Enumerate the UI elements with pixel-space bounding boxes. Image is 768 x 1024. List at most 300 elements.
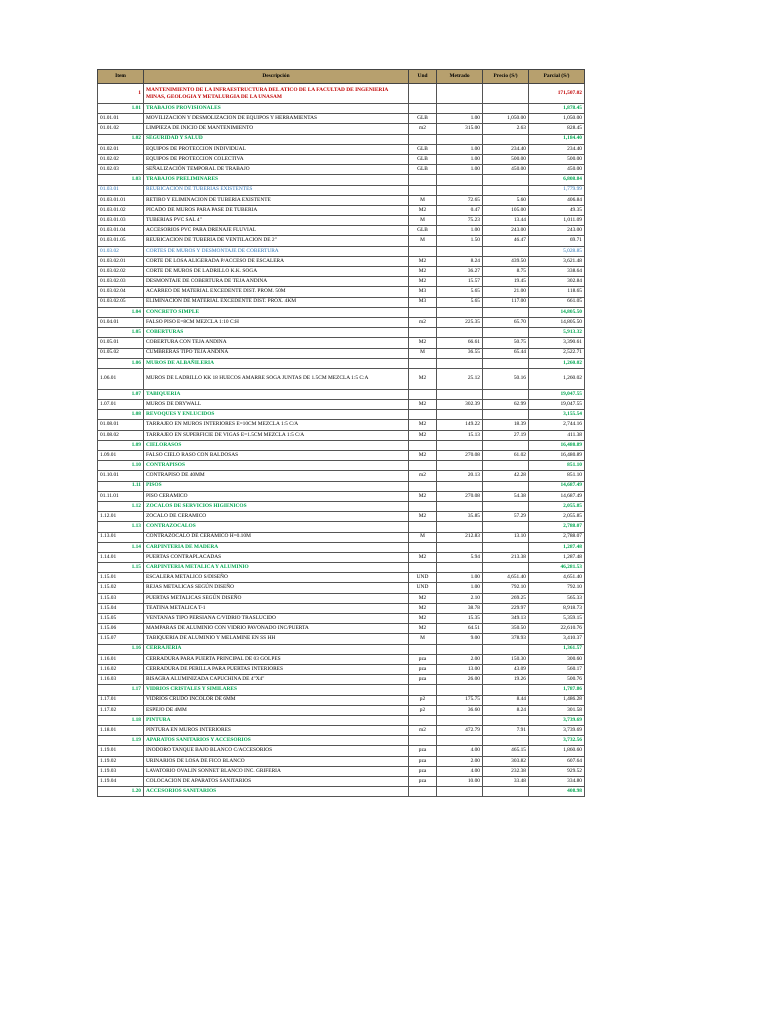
cell-item: 1.12 <box>98 501 144 511</box>
cell-description: PUERTAS CONTRAPLACADAS <box>144 552 409 562</box>
cell-price <box>483 175 529 185</box>
cell-metrado: 8.24 <box>437 256 483 266</box>
cell-partial: 14,687.49 <box>529 481 585 491</box>
cell-price: 50.75 <box>483 338 529 348</box>
table-row <box>98 154 585 164</box>
header-row <box>98 70 585 84</box>
cell-description: MAMPARAS DE ALUMINIO CON VIDRIO PAVONADO INC/PUERTA <box>144 624 409 634</box>
cell-unit: M2 <box>409 420 437 430</box>
cell-metrado <box>437 185 483 195</box>
cell-price: 13.10 <box>483 532 529 542</box>
table-row <box>98 766 585 776</box>
cell-item: 1.03 <box>98 175 144 185</box>
cell-item: 01.01.02 <box>98 124 144 134</box>
cell-unit: M2 <box>409 552 437 562</box>
cell-item: 01.03.02.02 <box>98 267 144 277</box>
cell-unit: M <box>409 236 437 246</box>
cell-item: 1.19.01 <box>98 746 144 756</box>
cell-item: 01.03.02.03 <box>98 277 144 287</box>
cell-description: PINTURA EN MUROS INTERIORES <box>144 726 409 736</box>
cell-metrado <box>437 644 483 654</box>
cell-metrado: 36.27 <box>437 267 483 277</box>
table-row <box>98 267 585 277</box>
cell-description: MUROS DE LADRILLO KK 18 HUECOS AMARRE SOGA JUNTAS DE 1.5CM MEZCLA 1:5 C:A <box>144 368 409 389</box>
cell-partial: 565.33 <box>529 593 585 603</box>
cell-partial: 302.84 <box>529 277 585 287</box>
cell-item: 1.18.01 <box>98 726 144 736</box>
table-row <box>98 368 585 389</box>
cell-partial: 3,739.69 <box>529 715 585 725</box>
cell-price: 150.30 <box>483 654 529 664</box>
cell-price <box>483 307 529 317</box>
cell-unit: M <box>409 348 437 358</box>
cell-description: APARATOS SANITARIOS Y ACCESORIOS <box>144 736 409 746</box>
section-row <box>98 685 585 695</box>
cell-price <box>483 736 529 746</box>
cell-unit: m2 <box>409 726 437 736</box>
cell-description: FALSO PISO E=8CM MEZCLA 1:10 C:H <box>144 317 409 327</box>
cell-item: 1.20 <box>98 787 144 797</box>
cell-metrado: 270.08 <box>437 491 483 501</box>
cell-unit <box>409 358 437 368</box>
cell-metrado: 1.00 <box>437 154 483 164</box>
cell-partial: 661.05 <box>529 297 585 307</box>
cell-description: PINTURA <box>144 715 409 725</box>
cell-metrado: 5.65 <box>437 287 483 297</box>
cell-item: 1.15.07 <box>98 634 144 644</box>
cell-unit <box>409 185 437 195</box>
cell-unit <box>409 522 437 532</box>
cell-unit <box>409 104 437 114</box>
table-row <box>98 205 585 215</box>
cell-unit: M3 <box>409 287 437 297</box>
cell-item: 01.10.01 <box>98 471 144 481</box>
cell-price: 349.13 <box>483 614 529 624</box>
section-row <box>98 440 585 450</box>
cell-metrado: 1.00 <box>437 114 483 124</box>
cell-item: 01.03.02.04 <box>98 287 144 297</box>
cell-price <box>483 542 529 552</box>
section-row <box>98 175 585 185</box>
cell-item: 1.09.01 <box>98 451 144 461</box>
cell-metrado: 1.00 <box>437 144 483 154</box>
cell-price: 7.91 <box>483 726 529 736</box>
cell-price <box>483 246 529 256</box>
cell-description: ACCESORIOS SANITARIOS <box>144 787 409 797</box>
cell-partial: 14,687.49 <box>529 491 585 501</box>
cell-description: TARRAJEO EN MUROS INTERIORES E=10CM MEZCLA 1:5 C/A <box>144 420 409 430</box>
cell-description: CONTRAPISOS <box>144 461 409 471</box>
cell-unit: m2 <box>409 317 437 327</box>
cell-metrado: 75.23 <box>437 216 483 226</box>
cell-price <box>483 440 529 450</box>
cell-partial: 2,788.07 <box>529 522 585 532</box>
cell-price <box>483 644 529 654</box>
cell-partial: 301.58 <box>529 705 585 715</box>
cell-description: FALSO CIELO RASO CON BALDOSAS <box>144 451 409 461</box>
cell-unit <box>409 542 437 552</box>
cell-partial: 607.64 <box>529 756 585 766</box>
cell-price <box>483 104 529 114</box>
cell-price: 8.44 <box>483 695 529 705</box>
cell-partial: 16,480.89 <box>529 440 585 450</box>
cell-description: LIMPIEZA DE INICIO DE MANTENIMIENTO <box>144 124 409 134</box>
subsection-row <box>98 185 585 195</box>
cell-partial: 1,361.57 <box>529 644 585 654</box>
cell-partial: 406.84 <box>529 195 585 205</box>
cell-item: 1.15 <box>98 563 144 573</box>
cell-partial: 1,860.60 <box>529 746 585 756</box>
cell-partial: 2,055.85 <box>529 501 585 511</box>
cell-description: COBERTURA CON TEJA ANDINA <box>144 338 409 348</box>
cell-partial: 851.10 <box>529 471 585 481</box>
cell-partial: 450.00 <box>529 165 585 175</box>
table-row <box>98 348 585 358</box>
cell-item: 1.13.01 <box>98 532 144 542</box>
header-partial: Parcial (S/) <box>529 70 585 84</box>
cell-price: 57.29 <box>483 512 529 522</box>
table-row <box>98 573 585 583</box>
cell-description: CERRAJERIA <box>144 644 409 654</box>
cell-price: 54.38 <box>483 491 529 501</box>
table-row <box>98 195 585 205</box>
cell-unit: M2 <box>409 491 437 501</box>
cell-unit <box>409 307 437 317</box>
cell-item: 01.03.02.05 <box>98 297 144 307</box>
section-row <box>98 410 585 420</box>
cell-price <box>483 410 529 420</box>
cell-description: ACARREO DE MATERIAL EXCEDENTE DIST. PROM. 50M <box>144 287 409 297</box>
header-metrado: Metrado <box>437 70 483 84</box>
cell-unit <box>409 175 437 185</box>
cell-description: CUMBRERAS TIPO TEJA ANDINA <box>144 348 409 358</box>
cell-description: TABIQUERIA DE ALUMINIO Y MELAMINE EN SS HH <box>144 634 409 644</box>
cell-partial: 19,047.55 <box>529 389 585 399</box>
cell-metrado: 25.12 <box>437 368 483 389</box>
cell-metrado: 13.00 <box>437 664 483 674</box>
cell-unit: p2 <box>409 705 437 715</box>
cell-price <box>483 522 529 532</box>
table-row <box>98 634 585 644</box>
cell-item: 1.05 <box>98 328 144 338</box>
cell-item: 1.13 <box>98 522 144 532</box>
cell-item: 1.19.02 <box>98 756 144 766</box>
cell-item: 1.06 <box>98 358 144 368</box>
cell-item: 1.16.01 <box>98 654 144 664</box>
cell-description: TUBERIAS PVC SAL 4" <box>144 216 409 226</box>
section-row <box>98 542 585 552</box>
cell-partial: 1,050.00 <box>529 114 585 124</box>
cell-metrado <box>437 542 483 552</box>
cell-description: URINARIOS DE LOSA DE FICO BLANCO <box>144 756 409 766</box>
cell-metrado <box>437 307 483 317</box>
table-row <box>98 593 585 603</box>
cell-description: PISOS <box>144 481 409 491</box>
cell-price: 62.99 <box>483 400 529 410</box>
cell-partial: 3,739.69 <box>529 726 585 736</box>
cell-description: CARPINTERIA METALICA Y ALUMINIO <box>144 563 409 573</box>
cell-description: DESMONTAJE DE COBERTURA DE TEJA ANDINA <box>144 277 409 287</box>
cell-unit <box>409 328 437 338</box>
cell-metrado: 20.13 <box>437 471 483 481</box>
cell-metrado: 35.85 <box>437 512 483 522</box>
cell-unit: pza <box>409 675 437 685</box>
cell-price <box>483 787 529 797</box>
cell-description: TARRAJEO EN SUPERFICIE DE VIGAS E=1.5CM MEZCLA 1:5 C/A <box>144 430 409 440</box>
cell-unit: pza <box>409 664 437 674</box>
table-row <box>98 287 585 297</box>
cell-unit: M <box>409 532 437 542</box>
cell-metrado: 5.65 <box>437 297 483 307</box>
cell-description: REUBICACION DE TUBERIA DE VENTILACION DE 2" <box>144 236 409 246</box>
cell-metrado <box>437 461 483 471</box>
cell-description: VENTANAS TIPO PERSIANA C/VIDRIO TRASLUCIDO <box>144 614 409 624</box>
cell-metrado: 0.47 <box>437 205 483 215</box>
cell-unit <box>409 644 437 654</box>
cell-unit: M2 <box>409 512 437 522</box>
cell-description: MUROS DE ALBAÑILERIA <box>144 358 409 368</box>
cell-item: 1.17.02 <box>98 705 144 715</box>
cell-description: INODORO TANQUE BAJO BLANCO C/ACCESORIOS <box>144 746 409 756</box>
cell-unit <box>409 501 437 511</box>
cell-partial: 334.80 <box>529 777 585 787</box>
cell-item: 1.04 <box>98 307 144 317</box>
table-row <box>98 256 585 266</box>
cell-description: CONTRAZOCALOS <box>144 522 409 532</box>
header-description: Descripción <box>144 70 409 84</box>
cell-unit: M2 <box>409 603 437 613</box>
table-row <box>98 124 585 134</box>
table-row <box>98 614 585 624</box>
cell-unit: M2 <box>409 205 437 215</box>
cell-price: 117.00 <box>483 297 529 307</box>
cell-price: 105.00 <box>483 205 529 215</box>
cell-item: 01.03.01.01 <box>98 195 144 205</box>
cell-partial: 243.00 <box>529 226 585 236</box>
cell-partial: 300.60 <box>529 654 585 664</box>
table-row <box>98 756 585 766</box>
section-row <box>98 461 585 471</box>
cell-unit <box>409 685 437 695</box>
cell-price: 61.02 <box>483 451 529 461</box>
cell-partial: 1,878.45 <box>529 104 585 114</box>
cell-metrado <box>437 84 483 104</box>
cell-item: 1.15.02 <box>98 583 144 593</box>
cell-metrado: 15.13 <box>437 430 483 440</box>
cell-description: REJAS METALICAS SEGÚN DISEÑO <box>144 583 409 593</box>
cell-price <box>483 481 529 491</box>
cell-description: ESPEJO DE 4MM <box>144 705 409 715</box>
cell-metrado: 64.51 <box>437 624 483 634</box>
cell-description: EQUIPOS DE PROTECCION INDIVIDUAL <box>144 144 409 154</box>
cell-description: RETIRO Y ELIMINACION DE TUBERIA EXISTENTE <box>144 195 409 205</box>
cell-unit: pza <box>409 777 437 787</box>
table-row <box>98 236 585 246</box>
section-row <box>98 522 585 532</box>
cell-metrado <box>437 481 483 491</box>
cell-metrado <box>437 715 483 725</box>
cell-metrado <box>437 736 483 746</box>
cell-price: 213.38 <box>483 552 529 562</box>
cell-item: 1.19.03 <box>98 766 144 776</box>
cell-price: 378.93 <box>483 634 529 644</box>
table-row <box>98 297 585 307</box>
cell-metrado <box>437 389 483 399</box>
cell-metrado: 15.35 <box>437 614 483 624</box>
cell-item: 01.02.02 <box>98 154 144 164</box>
cell-metrado <box>437 134 483 144</box>
cell-description: MUROS DE DRYWALL <box>144 400 409 410</box>
cell-item: 01.08.02 <box>98 430 144 440</box>
cell-description: BISAGRA ALUMINIZADA CAPUCHINA DE 4"X4" <box>144 675 409 685</box>
table-row <box>98 144 585 154</box>
cell-description: CONTRAPISO DE 40MM <box>144 471 409 481</box>
cell-price: 229.97 <box>483 603 529 613</box>
cell-description: CONCRETO SIMPLE <box>144 307 409 317</box>
cell-unit: pza <box>409 746 437 756</box>
cell-description: CIELORASOS <box>144 440 409 450</box>
cell-partial: 16,480.89 <box>529 451 585 461</box>
cell-metrado: 15.57 <box>437 277 483 287</box>
budget-table <box>97 69 585 797</box>
cell-description: PUERTAS METALICAS SEGÚN DISEÑO <box>144 593 409 603</box>
cell-item: 1.01 <box>98 104 144 114</box>
table-row <box>98 512 585 522</box>
cell-price <box>483 358 529 368</box>
header-unit: Und <box>409 70 437 84</box>
cell-unit: GLB <box>409 114 437 124</box>
table-row <box>98 746 585 756</box>
cell-price <box>483 461 529 471</box>
table-row <box>98 338 585 348</box>
cell-price <box>483 715 529 725</box>
cell-item: 1.07 <box>98 389 144 399</box>
cell-metrado: 2.00 <box>437 654 483 664</box>
cell-price: 43.09 <box>483 664 529 674</box>
table-row <box>98 624 585 634</box>
cell-description: CERRADURA DE PERILLA PARA PUERTAS INTERIORES <box>144 664 409 674</box>
cell-unit <box>409 563 437 573</box>
table-row <box>98 675 585 685</box>
cell-price: 27.19 <box>483 430 529 440</box>
cell-unit: GLB <box>409 144 437 154</box>
cell-description: ELIMINACION DE MATERIAL EXCEDENTE DIST. PROX. 4KM <box>144 297 409 307</box>
cell-item: 1.09 <box>98 440 144 450</box>
cell-partial: 3,732.56 <box>529 736 585 746</box>
cell-item: 1.02 <box>98 134 144 144</box>
cell-item: 01.05.01 <box>98 338 144 348</box>
cell-description: MANTENIMIENTO DE LA INFRAESTRUCTURA DEL ATICO DE LA FACULTAD DE INGENIERIA MINAS, GEOLOGIA Y METALURGIA DE LA UNASAM <box>144 84 409 104</box>
cell-metrado <box>437 328 483 338</box>
cell-description: COBERTURAS <box>144 328 409 338</box>
cell-price <box>483 389 529 399</box>
table-row <box>98 420 585 430</box>
cell-partial: 2,522.71 <box>529 348 585 358</box>
cell-price: 4,651.40 <box>483 573 529 583</box>
cell-metrado <box>437 104 483 114</box>
cell-metrado <box>437 563 483 573</box>
table-row <box>98 603 585 613</box>
cell-metrado: 1.00 <box>437 226 483 236</box>
cell-description: CORTE DE MUROS DE LADRILLO K.K. SOGA <box>144 267 409 277</box>
cell-unit <box>409 481 437 491</box>
cell-price <box>483 685 529 695</box>
section-row <box>98 328 585 338</box>
cell-unit <box>409 134 437 144</box>
cell-partial: 3,621.48 <box>529 256 585 266</box>
cell-item: 01.03.01.04 <box>98 226 144 236</box>
cell-item: 01.03.02 <box>98 246 144 256</box>
cell-description: ESCALERA METALICO S/DISEÑO <box>144 573 409 583</box>
section-row <box>98 358 585 368</box>
cell-metrado: 315.00 <box>437 124 483 134</box>
cell-partial: 411.38 <box>529 430 585 440</box>
cell-metrado <box>437 501 483 511</box>
cell-unit: M2 <box>409 430 437 440</box>
cell-item: 1.15.05 <box>98 614 144 624</box>
cell-description: CARPINTERIA DE MADERA <box>144 542 409 552</box>
cell-partial: 234.40 <box>529 144 585 154</box>
cell-item: 1.10 <box>98 461 144 471</box>
cell-partial: 5,913.32 <box>529 328 585 338</box>
table-row <box>98 471 585 481</box>
cell-item: 1.15.06 <box>98 624 144 634</box>
cell-item: 01.03.01.02 <box>98 205 144 215</box>
cell-price: 19.26 <box>483 675 529 685</box>
cell-description: TRABAJOS PROVISIONALES <box>144 104 409 114</box>
cell-price: 792.10 <box>483 583 529 593</box>
cell-metrado: 10.00 <box>437 777 483 787</box>
cell-unit: GLB <box>409 226 437 236</box>
cell-description: SEÑALIZACIÓN TEMPORAL DE TRABAJO <box>144 165 409 175</box>
title-row <box>98 84 585 104</box>
cell-item: 1.16 <box>98 644 144 654</box>
cell-metrado: 1.50 <box>437 236 483 246</box>
cell-price: 350.50 <box>483 624 529 634</box>
cell-partial: 1,260.02 <box>529 368 585 389</box>
section-row <box>98 104 585 114</box>
cell-item: 01.03.01.03 <box>98 216 144 226</box>
cell-partial: 929.52 <box>529 766 585 776</box>
cell-unit <box>409 736 437 746</box>
cell-metrado: 225.35 <box>437 317 483 327</box>
cell-price: 65.44 <box>483 348 529 358</box>
cell-description: CONTRAZOCALO DE CERAMICO H=0.10M <box>144 532 409 542</box>
cell-partial: 1,011.09 <box>529 216 585 226</box>
cell-item: 1.19 <box>98 736 144 746</box>
cell-price <box>483 328 529 338</box>
cell-unit <box>409 410 437 420</box>
section-row <box>98 644 585 654</box>
cell-metrado: 1.00 <box>437 573 483 583</box>
cell-metrado <box>437 246 483 256</box>
cell-price: 65.70 <box>483 317 529 327</box>
cell-description: EQUIPOS DE PROTECCION COLECTIVA <box>144 154 409 164</box>
cell-unit <box>409 461 437 471</box>
cell-price: 232.38 <box>483 766 529 776</box>
cell-partial: 2,055.85 <box>529 512 585 522</box>
cell-metrado <box>437 358 483 368</box>
section-row <box>98 134 585 144</box>
section-row <box>98 501 585 511</box>
cell-price: 439.50 <box>483 256 529 266</box>
cell-partial: 851.10 <box>529 461 585 471</box>
table-row <box>98 664 585 674</box>
cell-price: 243.00 <box>483 226 529 236</box>
cell-unit: M2 <box>409 593 437 603</box>
cell-partial: 46,281.53 <box>529 563 585 573</box>
cell-price: 303.82 <box>483 756 529 766</box>
